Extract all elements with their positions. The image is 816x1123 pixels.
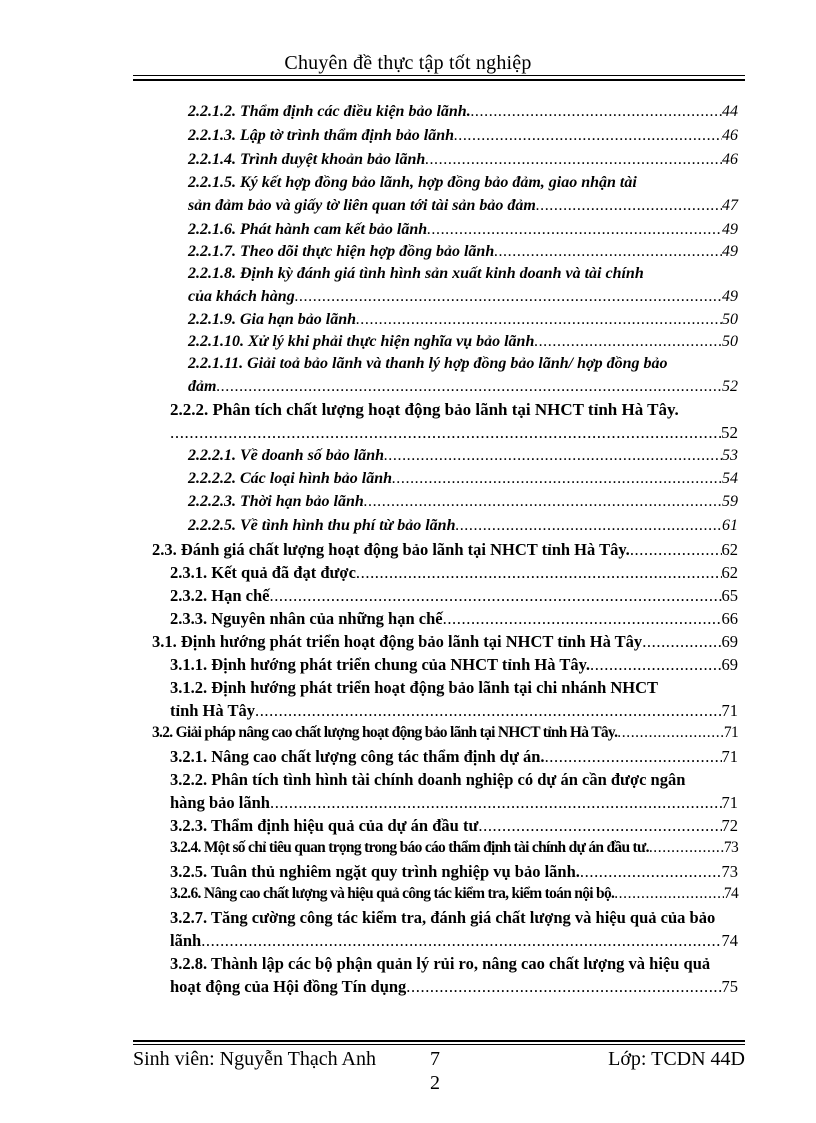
toc-entry[interactable]: 3.2.1. Nâng cao chất lượng công tác thẩm định dự án. ..... 71: [170, 747, 738, 767]
toc-entry[interactable]: 2.2.2. Phân tích chất lượng hoạt động bảo lãnh tại NHCT tỉnh Hà Tây.: [170, 400, 679, 419]
toc-entry[interactable]: 2.2.2.1. Về doanh số bảo lãnh ..... 53: [188, 447, 738, 465]
page-number: 7: [430, 1048, 440, 1070]
toc-entry[interactable]: 3.2.4. Một số chỉ tiêu quan trọng trong báo cáo thẩm định tài chính dự án đầu tư. ..... 73: [170, 839, 738, 857]
toc-entry[interactable]: 2.2.1.4. Trình duyệt khoản bảo lãnh ..... 46: [188, 151, 738, 169]
toc-entry[interactable]: 2.2.2.5. Về tình hình thu phí từ bảo lãnh ..... 61: [188, 517, 738, 535]
toc-entry-continuation[interactable]: hoạt động của Hội đồng Tín dụng ..... 75: [170, 977, 738, 997]
header-rule-top: [133, 75, 745, 76]
toc-entry-continuation[interactable]: lãnh ..... 74: [170, 931, 738, 951]
toc-entry[interactable]: 2.3.2. Hạn chế ..... 65: [170, 586, 738, 606]
toc-entry[interactable]: 2.2.1.2. Thẩm định các điều kiện bảo lãnh. ..... 44: [188, 103, 738, 121]
toc-entry[interactable]: 2.2.1.5. Ký kết hợp đồng bảo lãnh, hợp đồng bảo đảm, giao nhận tài: [188, 174, 637, 191]
toc-entry[interactable]: 3.1. Định hướng phát triển hoạt động bảo lãnh tại NHCT tỉnh Hà Tây ..... 69: [152, 632, 738, 652]
toc-entry[interactable]: 2.3.1. Kết quả đã đạt được ..... 62: [170, 563, 738, 583]
page-number-second-line: 2: [430, 1072, 440, 1094]
page-header-title: Chuyên đề thực tập tốt nghiệp: [284, 52, 532, 74]
toc-entry[interactable]: 3.1.2. Định hướng phát triển hoạt động bảo lãnh tại chi nhánh NHCT: [170, 678, 659, 697]
toc-entry[interactable]: 2.2.1.3. Lập tờ trình thẩm định bảo lãnh ..... 46: [188, 127, 738, 145]
toc-entry-continuation[interactable]: đảm ..... 52: [188, 378, 738, 396]
toc-entry[interactable]: 2.2.2.3. Thời hạn bảo lãnh ..... 59: [188, 493, 738, 511]
toc-entry[interactable]: 3.2.6. Nâng cao chất lượng và hiệu quả công tác kiểm tra, kiểm toán nội bộ. ..... 74: [170, 885, 738, 903]
toc-entry-continuation[interactable]: ..... 52: [170, 423, 738, 443]
toc-entry[interactable]: 3.2.5. Tuân thủ nghiêm ngặt quy trình nghiệp vụ bảo lãnh. ..... 73: [170, 862, 738, 882]
toc-entry-continuation[interactable]: của khách hàng ..... 49: [188, 288, 738, 306]
toc-entry[interactable]: 3.2.2. Phân tích tình hình tài chính doanh nghiệp có dự án cần được ngân: [170, 770, 686, 789]
toc-entry[interactable]: 2.2.1.11. Giải toả bảo lãnh và thanh lý hợp đồng bảo lãnh/ hợp đồng bảo: [188, 355, 668, 372]
toc-entry-continuation[interactable]: tỉnh Hà Tây ..... 71: [170, 701, 738, 721]
toc-entry[interactable]: 2.3.3. Nguyên nhân của những hạn chế ..... 66: [170, 609, 738, 629]
toc-entry[interactable]: 2.2.1.8. Định kỳ đánh giá tình hình sản xuất kinh doanh và tài chính: [188, 265, 644, 282]
footer-rule-bottom: [133, 1044, 745, 1045]
toc-entry[interactable]: 3.1.1. Định hướng phát triển chung của NHCT tỉnh Hà Tây. ..... 69: [170, 655, 738, 675]
toc-entry-continuation[interactable]: hàng bảo lãnh ..... 71: [170, 793, 738, 813]
footer-rule-top: [133, 1040, 745, 1042]
toc-entry[interactable]: 2.2.1.7. Theo dõi thực hiện hợp đồng bảo lãnh ..... 49: [188, 243, 738, 261]
class-label: Lớp: TCDN 44D: [608, 1048, 745, 1070]
toc-entry[interactable]: 3.2.7. Tăng cường công tác kiểm tra, đánh giá chất lượng và hiệu quả của bảo: [170, 908, 716, 927]
toc-entry[interactable]: 3.2.3. Thẩm định hiệu quả của dự án đầu tư ..... 72: [170, 816, 738, 836]
toc-entry[interactable]: 2.2.1.9. Gia hạn bảo lãnh ..... 50: [188, 311, 738, 329]
toc-entry[interactable]: 3.2.8. Thành lập các bộ phận quản lý rủi ro, nâng cao chất lượng và hiệu quả: [170, 954, 711, 973]
toc-entry[interactable]: 2.2.1.6. Phát hành cam kết bảo lãnh ..... 49: [188, 221, 738, 239]
toc-entry[interactable]: 2.2.2.2. Các loại hình bảo lãnh ..... 54: [188, 470, 738, 488]
header-rule-bottom: [133, 79, 745, 81]
toc-entry[interactable]: 3.2. Giải pháp nâng cao chất lượng hoạt động bảo lãnh tại NHCT tỉnh Hà Tây. ..... 71: [152, 724, 738, 742]
toc-entry[interactable]: 2.3. Đánh giá chất lượng hoạt động bảo lãnh tại NHCT tỉnh Hà Tây. ..... 62: [152, 540, 738, 560]
toc-entry[interactable]: 2.2.1.10. Xử lý khi phải thực hiện nghĩa vụ bảo lãnh ..... 50: [188, 333, 738, 351]
student-name: Sinh viên: Nguyễn Thạch Anh: [133, 1048, 376, 1070]
toc-entry-continuation[interactable]: sản đảm bảo và giấy tờ liên quan tới tài sản bảo đảm ..... 47: [188, 197, 738, 215]
